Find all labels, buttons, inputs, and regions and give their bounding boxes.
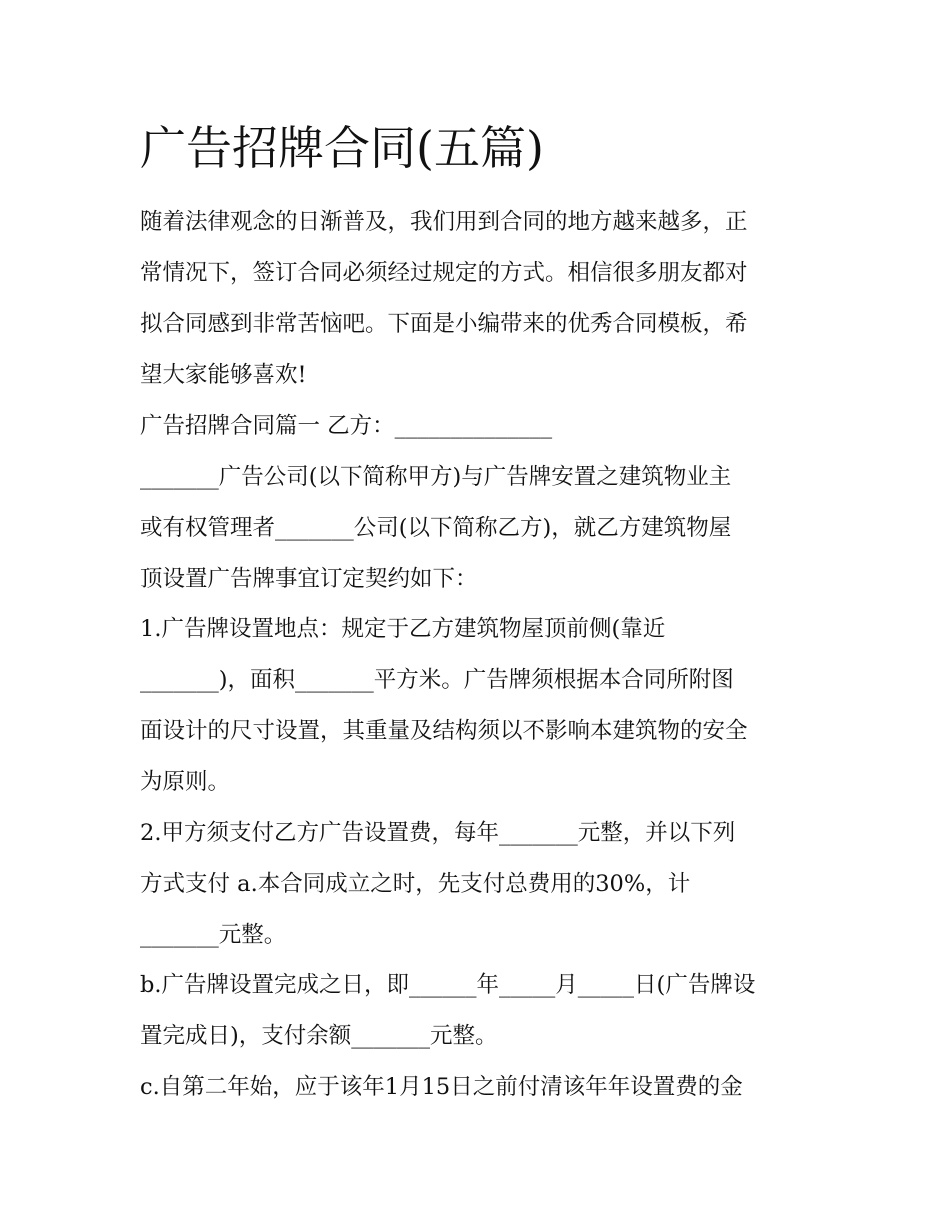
body-line-3: 拟合同感到非常苦恼吧。下面是小编带来的优秀合同模板，希 [140,311,748,337]
document-title: 广告招牌合同(五篇) [140,121,544,175]
body-line-15: _______元整。 [140,922,287,948]
body-line-10: _______)，面积_______平方米。广告牌须根据本合同所附图 [140,667,734,693]
body-line-6: _______广告公司(以下简称甲方)与广告牌安置之建筑物业主 [140,464,732,490]
body-line-12: 为原则。 [140,769,231,795]
body-line-18: c.自第二年始，应于该年1月15日之前付清该年年设置费的金 [140,1074,743,1100]
body-line-8: 顶设置广告牌事宜订定契约如下： [140,566,478,592]
body-line-14: 方式支付 a.本合同成立之时，先支付总费用的30%，计 [140,871,691,897]
body-line-2: 常情况下，签订合同必须经过规定的方式。相信很多朋友都对 [140,260,748,286]
body-line-1: 随着法律观念的日渐普及，我们用到合同的地方越来越多，正 [140,209,748,235]
body-line-11: 面设计的尺寸设置，其重量及结构须以不影响本建筑物的安全 [140,718,748,744]
body-line-7: 或有权管理者_______公司(以下简称乙方)，就乙方建筑物屋 [140,515,732,541]
body-line-16: b.广告牌设置完成之日，即______年_____月_____日(广告牌设 [140,972,756,998]
body-line-9: 1.广告牌设置地点：规定于乙方建筑物屋顶前侧(靠近 [140,616,666,642]
body-line-13: 2.甲方须支付乙方广告设置费，每年_______元整，并以下列 [140,820,736,846]
body-line-4: 望大家能够喜欢! [140,362,307,388]
body-line-17: 置完成日)，支付余额_______元整。 [140,1023,498,1049]
body-line-5: 广告招牌合同篇一 乙方：______________ [140,413,553,439]
